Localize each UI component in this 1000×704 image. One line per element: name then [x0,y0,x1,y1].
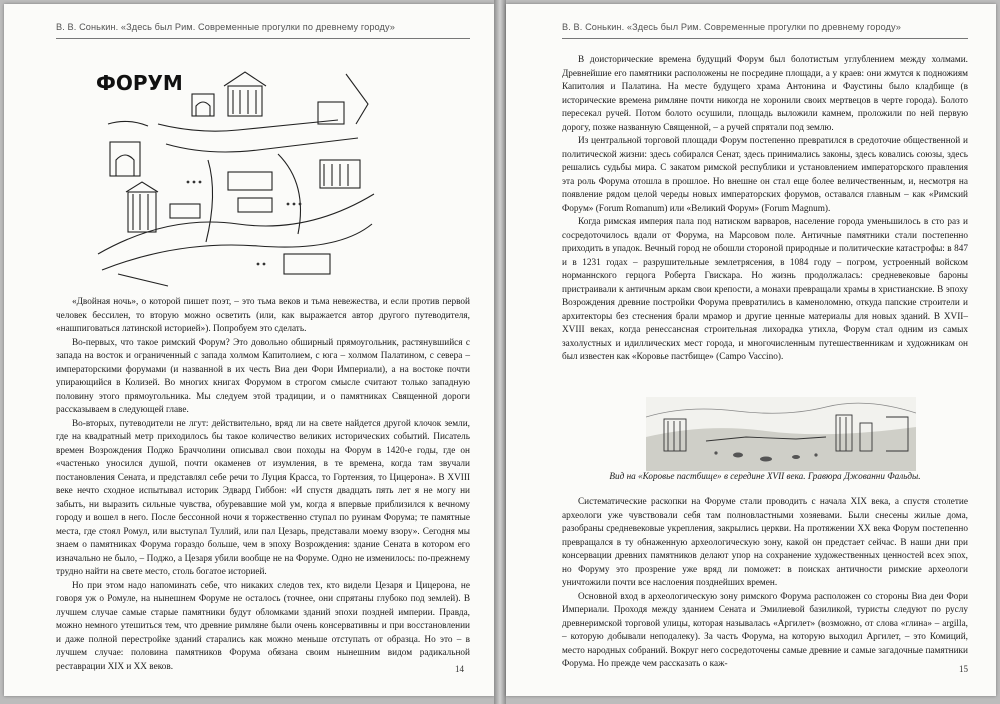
right-body-text-top [562,54,968,365]
left-paragraph-4: Но при этом надо напоминать себе, что никаких следов тех, кто видели Цезаря и Цицерона, не говоря уж о Ромуле, на нынешнем Форуме не осталось (точнее, они спрятаны глубоко под землей). В лучшем случае самые старые памятники будут обломками зданий эпохи поздней империи. Правда, можно немного утешиться тем, что древние римляне были очень консервативны и при восстановлении и даже полной перестройке зданий старались как можно меньше отступать от образца. Но это – в лучшем случае: половина памятников Форума обязана своим нынешним видом радикальной реставрации XIX и XX веков. [56,580,470,672]
left-paragraph-1: «Двойная ночь», о которой пишет поэт, – это тьма веков и тьма невежества, и если против первой человек бессилен, то вторую можно осветить (или, как выражается автор другого путеводителя, «нашпиговаться латинской историей»). Попробуем это сделать. [56,297,470,334]
engraving-caption: Вид на «Коровье пастбище» в середине XVII века. Гравюра Джованни Фальды. [609,471,921,481]
left-page [4,4,494,696]
right-paragraph-4: Систематические раскопки на Форуме стали проводить с начала XIX века, а спустя столетие археологи уже чувствовали себя там полновластными хозяевами. Были снесены жилые дома, разобраны средневековые укрепления, закрылись церкви. На протяжении XX века Форум постепенно превращался в ту обнаженную археологическую зону, какой он предстает сейчас. В наши дни при консервации древних памятников делают упор на сохранение художественных ценностей всех эпох, но Форуму это прозрение уже вряд ли поможет: в поисках античности римские археологи уничтожили почти все наслоения позднейших времен. [562,497,968,588]
campo-vaccino-engraving [646,397,916,471]
right-page [506,4,996,696]
left-paragraph-2: Во-первых, что такое римский Форум? Это довольно обширный прямоугольник, растянувшийся с запада на восток и ограниченный с запада холмом Капитолием, с юга – холмом Палатином, с севера – императорскими форумами (и названной в их честь Виа деи Фори Империали), а на востоке почти упирающийся в Колизей. Во многих книгах Форумом в строгом смысле считают только западную половину этого прямоугольника. Мы следуем этой традиции, и о памятниках Священной дороги рассказываем в следующей главе. [56,337,470,415]
left-body-text [56,296,470,674]
forum-sketch-drawing [88,64,378,292]
right-body-text-bottom [562,496,968,672]
sketch-title: ФОРУМ [96,71,183,95]
engraving-image [646,397,916,471]
right-paragraph-1: В доисторические времена будущий Форум был болотистым углублением между холмами. Древнейшие его памятники расположены не посредине площади, а у краев: они жмутся к подножиям Капитолия и Палатина. На месте будущего храма Антонина и Фаустины было кладбище (в исторические времена римляне почти никогда не хоронили своих мертвецов в черте города). Болото пересекал ручей. Потом болото осушили, площадь выложили камнем, проложили по ней первую дорогу, позже названную Священной, – а ручей спрятали под землю. [562,55,968,133]
right-page-number: 15 [959,664,968,674]
right-paragraph-2: Из центральной торговой площади Форум постепенно превратился в средоточие общественной и политической жизни: здесь собирался Сенат, здесь принимались законы, здесь ковались союзы, здесь решались судьбы мира. С закатом римской республики и установлением императорского правления эта роль Форума отошла в прошлое. Но внешне он стал еще более величественным, и, несмотря на появление рядом целой череды новых императорских форумов, оставался главным – как «Римский Форум» (Forum Romanum) или «Великий Форум» (Forum Magnum). [562,136,968,214]
left-page-number: 14 [455,664,464,674]
right-running-head: В. В. Сонькин. «Здесь был Рим. Современные прогулки по древнему городу» [562,22,968,39]
right-paragraph-5: Основной вход в археологическую зону римского Форума расположен со стороны Виа деи Фори Империали. Проходя между зданием Сената и Эмилиевой базиликой, туристы следуют по руслу древнеримской торговой улицы, которая называлась «Аргилет» (возможно, от слова «глина» – argilla, – которую добывали неподалеку). За часть Форума, на которую выходил Аргилет, – это Комиций, место народных собраний. Вокруг него сосредоточены самые древние и самые загадочные памятники Форума. Но прежде чем рассказать о каж- [562,591,968,669]
forum-sketch-map [88,64,378,292]
right-paragraph-3: Когда римская империя пала под натиском варваров, население города уменьшилось в сто раз и сосредоточилось вдали от Форума, на Марсовом поле. Античные памятники стали постепенно приходить в упадок. Вечный город не обошли стороной природные и политические катастрофы: в 847 и в 1231 годах – разрушительные землетрясения, в 1084 году – погром, устроенный войском норманнского герцога Роберта Гвискара. Но жизнь продолжалась: средневековые бароны пристраивали к античным аркам свои крепости, а монахи превращали храмы в христианские. В эпоху Возрождения древние постройки Форума превратились в каменоломню, откуда папские строители и архитекторы без стеснения брали мрамор и другие ценные материалы для новых зданий. В XVII–XVIII веках, когда ренессансная строительная лихорадка утихла, Форум стал одним из самых захолустных и идиллических мест города, и многочисленным путешественникам и художникам он был известен как «Коровье пастбище» (Campo Vaccino). [562,217,968,362]
book-gutter [494,0,506,704]
left-running-head: В. В. Сонькин. «Здесь был Рим. Современные прогулки по древнему городу» [56,22,470,39]
left-paragraph-3: Во-вторых, путеводители не лгут: действительно, вряд ли на свете найдется другой клочок земли, где на квадратный метр приходилось бы такое количество великих исторических событий. Писатель времен Возрождения Поджо Браччолини описывал свои походы на Форум в 1420-е годы, где он «частенько уносился душой, почти окаменев от изумления, в те времена, когда там звучали постановления Сената, и представлял себе речи то Луция Красса, то Гортензия, то Цицерона». В XVIII веке нечто сходное испытывал историк Эдвард Гиббон: «И спустя двадцать пять лет я не могу ни забыть, ни выразить сильные чувства, обуревавшие мой ум, когда я впервые приблизился к вечному городу и вошел в него. После бессонной ночи я торжественно ступал по руинам Форума; те памятные места, где стоял Ромул, или выступал Туллий, или пал Цезарь, представали моему взору». Сегодня мы знаем о памятниках Форума гораздо больше, чем в эпоху Возрождения: здание Сената в котором его изначально не было, – Поджо, а Цезаря убили вообще не на Форуме. Одно не изменилось: по-прежнему трудно найти на свете место, столь богатое историей. [56,418,470,577]
